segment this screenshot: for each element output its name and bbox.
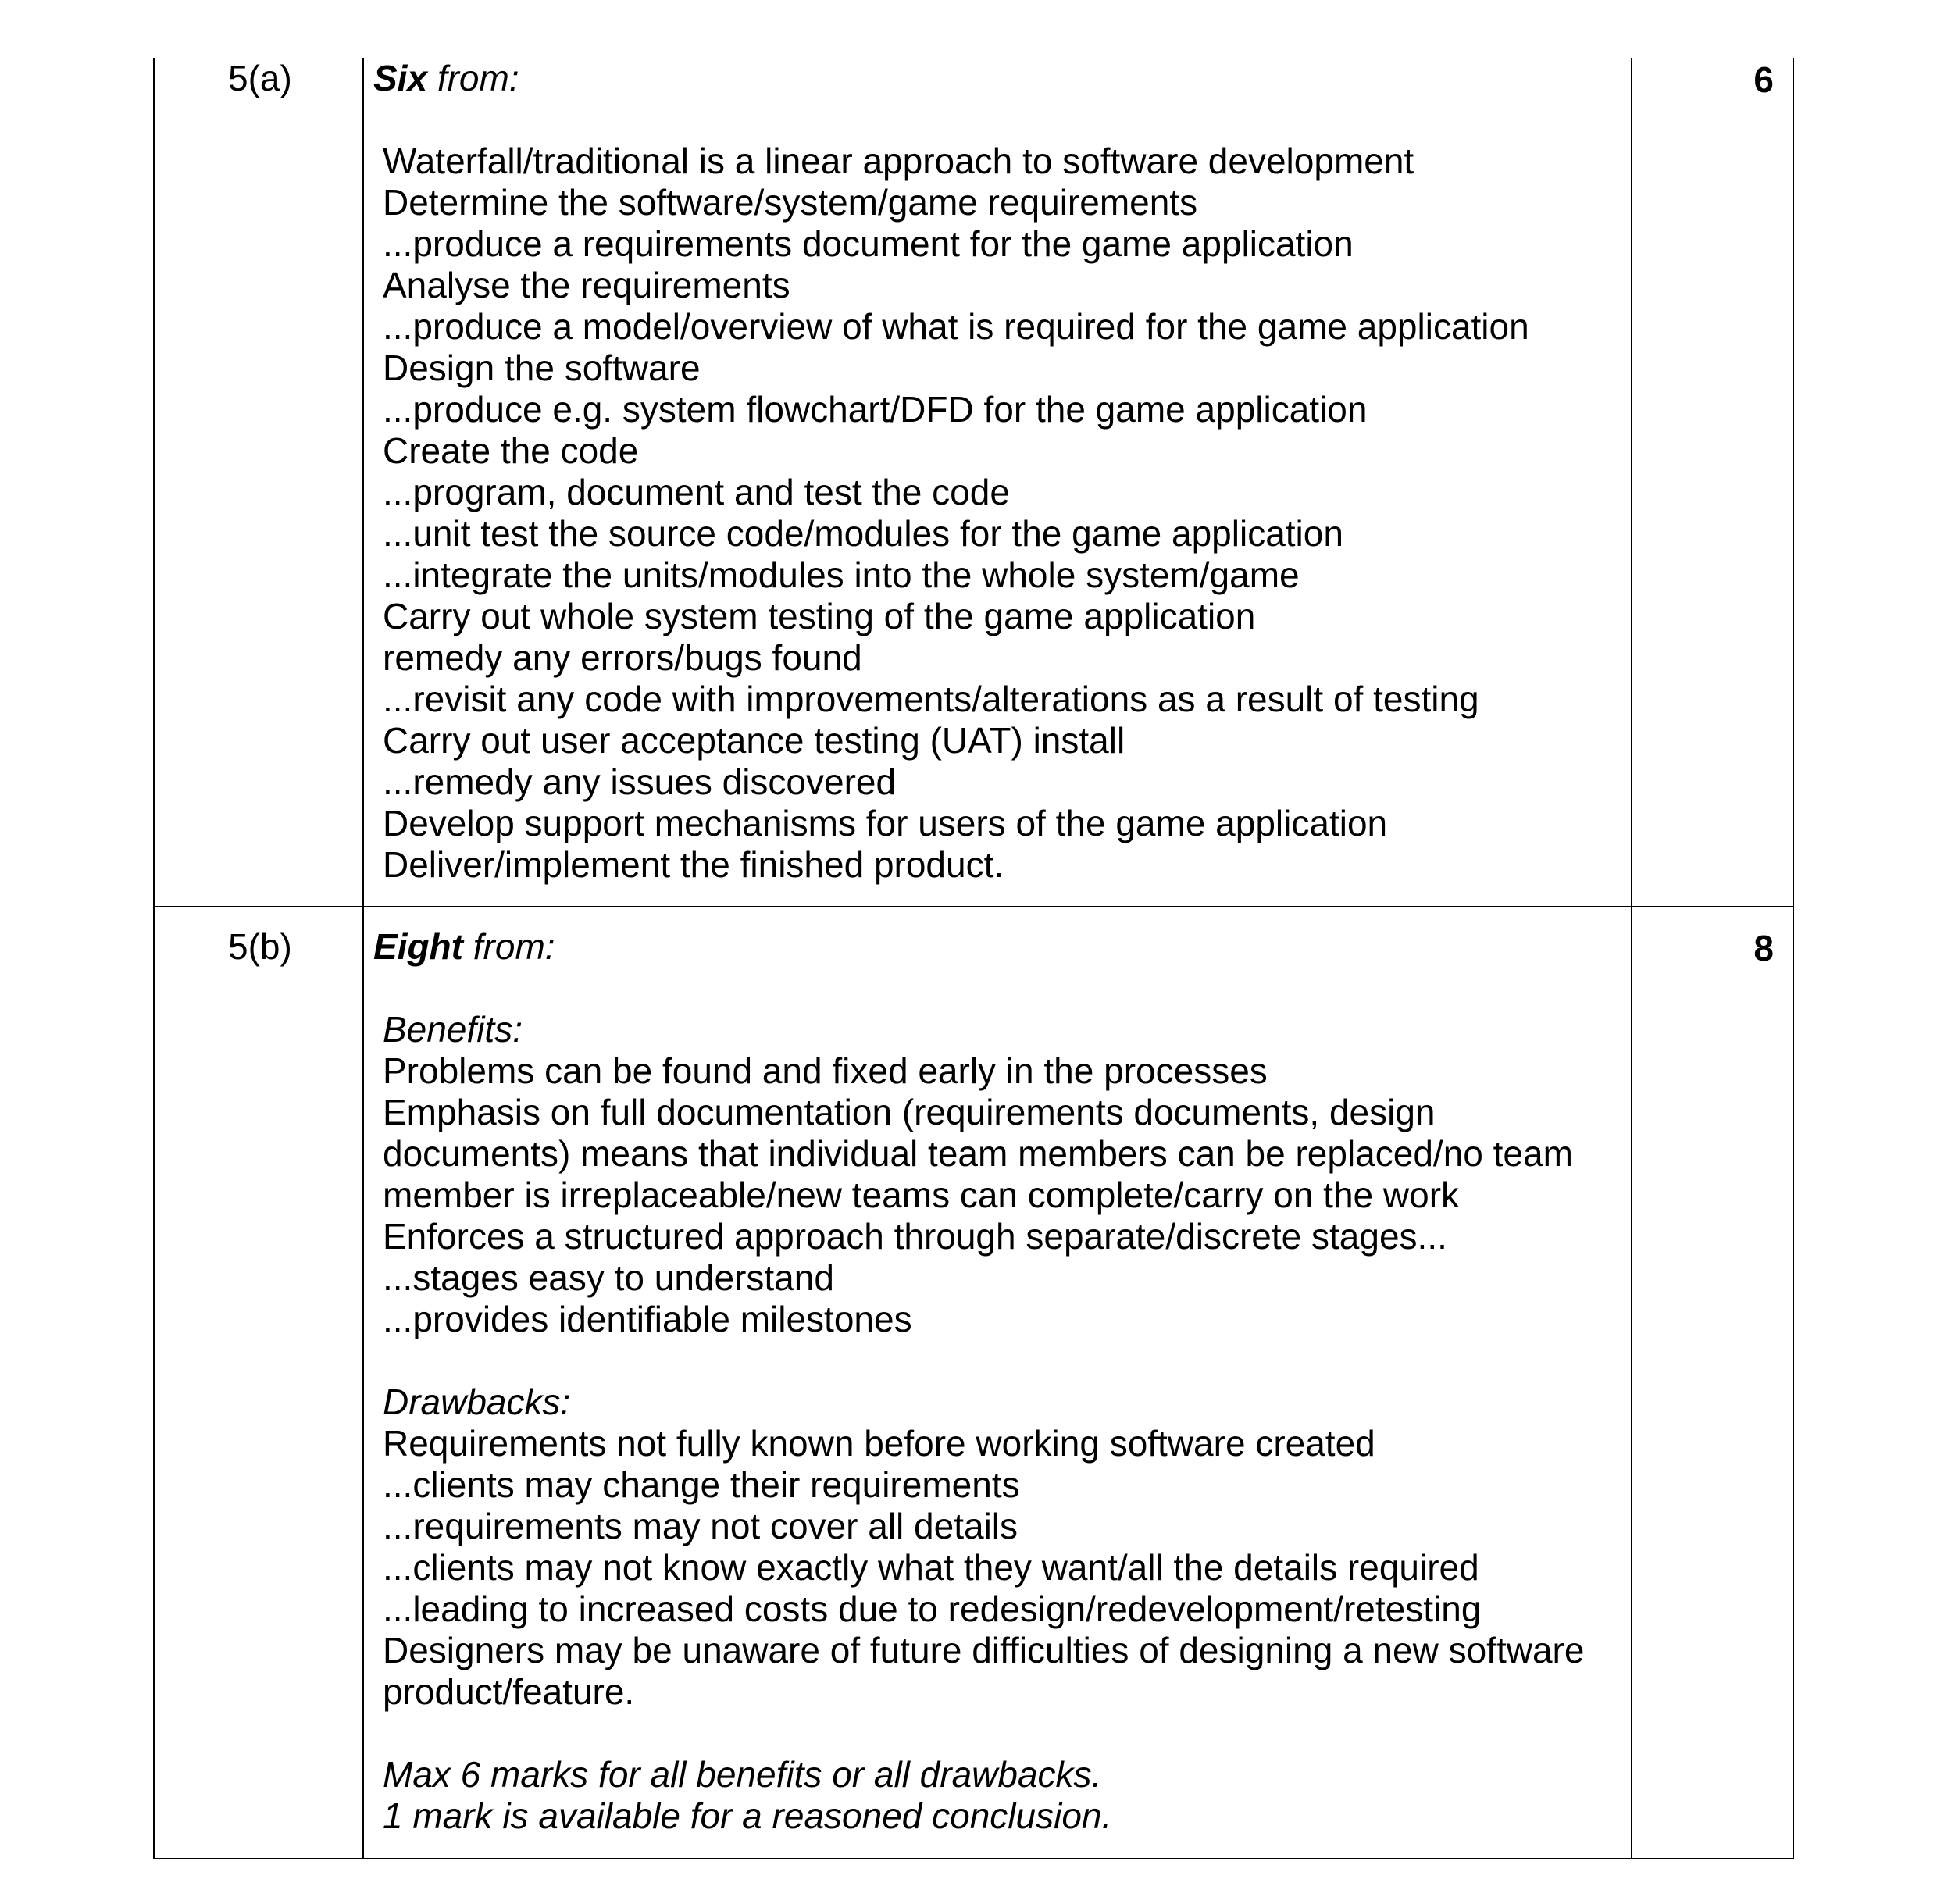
benefit-line: Enforces a structured approach through separate/discrete stages... <box>383 1216 1447 1257</box>
answer-count: Six <box>373 58 428 98</box>
drawbacks-heading: Drawbacks: <box>383 1382 571 1422</box>
answer-line: ...produce a model/overview of what is required for the game application <box>383 306 1529 347</box>
answer-line: ...unit test the source code/modules for the game application <box>383 513 1343 554</box>
answer-line: Deliver/implement the finished product. <box>383 844 1004 885</box>
marks-value: 6 <box>1753 59 1774 100</box>
benefit-line: Problems can be found and fixed early in the processes <box>383 1050 1268 1091</box>
answer-heading <box>373 926 1623 968</box>
column-divider <box>362 907 364 1858</box>
answer-heading <box>373 58 1623 99</box>
benefits-heading: Benefits: <box>383 1009 523 1050</box>
marks-value: 8 <box>1753 928 1774 968</box>
answer-line: ...integrate the units/modules into the whole system/game <box>383 554 1300 595</box>
answer-line: ...produce e.g. system flowchart/DFD for the game application <box>383 389 1368 430</box>
answer-list <box>373 141 1623 886</box>
drawback-line: Requirements not fully known before working software created <box>383 1423 1375 1464</box>
answer-heading-suffix: from: <box>462 926 555 967</box>
drawback-line: ...requirements may not cover all details <box>383 1506 1018 1546</box>
benefit-line: ...stages easy to understand <box>383 1257 834 1298</box>
column-divider <box>1631 907 1632 1858</box>
answer-line: ...revisit any code with improvements/alterations as a result of testing <box>383 679 1479 719</box>
answer-line: Waterfall/traditional is a linear approach to software development <box>383 141 1414 181</box>
answer-list <box>373 1009 1623 1837</box>
drawback-line: ...clients may change their requirements <box>383 1464 1020 1505</box>
benefit-line: ...provides identifiable milestones <box>383 1299 912 1339</box>
answer-line: Design the software <box>383 348 701 388</box>
answer-line: Analyse the requirements <box>383 265 790 305</box>
marking-note: 1 mark is available for a reasoned conclusion. <box>383 1795 1112 1836</box>
answer-line: ...program, document and test the code <box>383 472 1010 512</box>
answer-line: remedy any errors/bugs found <box>383 637 862 678</box>
answer-cell <box>373 926 1623 1837</box>
answer-cell <box>373 58 1623 886</box>
column-divider <box>1631 58 1632 906</box>
answer-heading-suffix: from: <box>427 58 519 98</box>
answer-line: Create the code <box>383 430 639 471</box>
drawback-line: ...leading to increased costs due to redesign/redevelopment/retesting <box>383 1588 1482 1629</box>
answer-line: ...remedy any issues discovered <box>383 761 897 802</box>
drawback-line: ...clients may not know exactly what they want/all the details required <box>383 1547 1479 1588</box>
mark-scheme-table <box>153 58 1794 1859</box>
column-divider <box>362 58 364 906</box>
answer-count: Eight <box>373 926 463 967</box>
answer-line: Develop support mechanisms for users of the game application <box>383 803 1388 843</box>
table-row-5a <box>153 58 1794 906</box>
question-number: 5(a) <box>228 58 292 98</box>
drawback-line: Designers may be unaware of future difficulties of designing a new software product/feature. <box>383 1630 1585 1712</box>
question-number: 5(b) <box>228 926 292 967</box>
answer-line: Carry out user acceptance testing (UAT) install <box>383 720 1125 761</box>
answer-line: ...produce a requirements document for the game application <box>383 223 1354 264</box>
marking-note: Max 6 marks for all benefits or all drawbacks. <box>383 1754 1102 1795</box>
benefit-line: Emphasis on full documentation (requirements documents, design documents) means that individual team members can be replaced/no team member is irreplaceable/new teams can complete/carry on the work <box>383 1092 1573 1215</box>
answer-line: Determine the software/system/game requirements <box>383 182 1198 223</box>
table-row-5b <box>153 906 1794 1859</box>
answer-line: Carry out whole system testing of the game application <box>383 596 1256 636</box>
